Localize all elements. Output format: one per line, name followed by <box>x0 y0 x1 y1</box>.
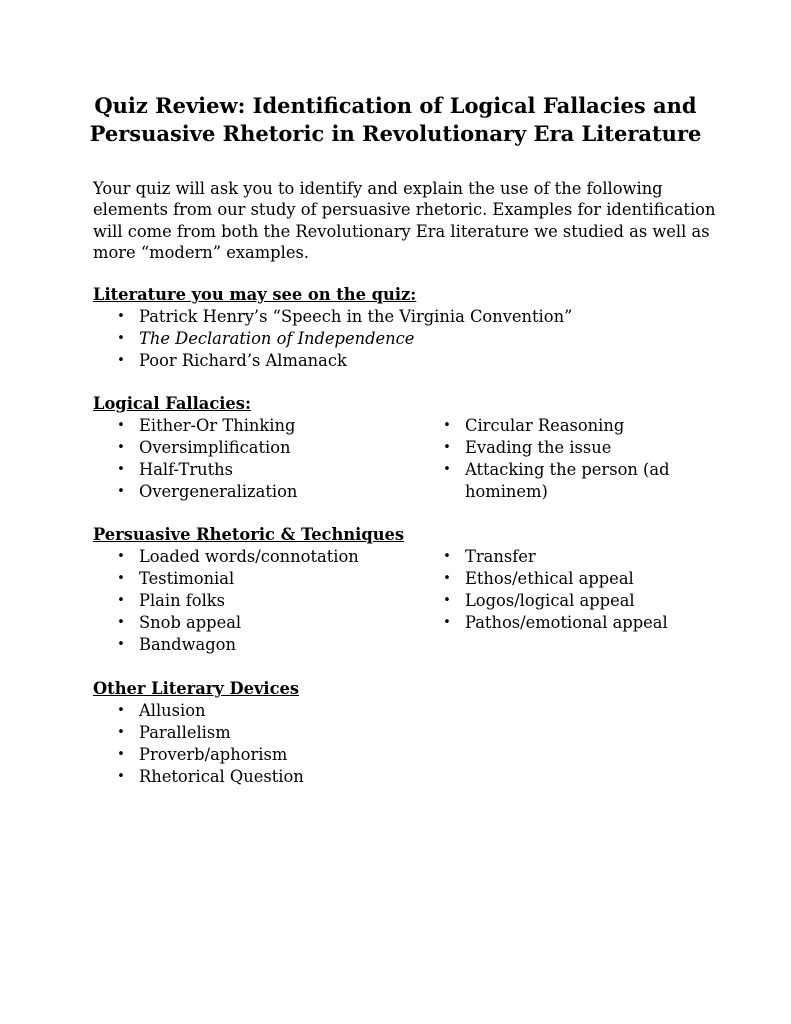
list-item: • Loaded words/connotation <box>93 546 359 568</box>
page-title <box>0 92 791 148</box>
list-item: • Poor Richard’s Almanack <box>93 350 572 372</box>
bullet-icon: • <box>117 593 125 608</box>
list-item: • Pathos/emotional appeal <box>419 612 668 634</box>
list-item: • Transfer <box>419 546 668 568</box>
list-item: • Ethos/ethical appeal <box>419 568 668 590</box>
bullet-icon: • <box>117 462 125 477</box>
fallacies-heading: Logical Fallacies: <box>93 394 251 413</box>
title-line-2: Persuasive Rhetoric in Revolutionary Era Literature <box>89 121 702 146</box>
intro-line: will come from both the Revolutionary Era literature we studied as well as <box>93 221 710 241</box>
devices-heading: Other Literary Devices <box>93 679 300 698</box>
bullet-icon: • <box>117 353 125 368</box>
list-item: • Rhetorical Question <box>93 766 304 788</box>
list-item: • Evading the issue <box>419 437 670 459</box>
bullet-icon: • <box>117 747 125 762</box>
fallacies-list-left <box>93 415 297 503</box>
list-item: • Logos/logical appeal <box>419 590 668 612</box>
list-item: • Bandwagon <box>93 634 359 656</box>
bullet-icon: • <box>443 615 451 630</box>
bullet-icon: • <box>117 637 125 652</box>
literature-heading: Literature you may see on the quiz: <box>93 285 417 304</box>
rhetoric-list-left <box>93 546 359 656</box>
list-item: • Patrick Henry’s “Speech in the Virginia Convention” <box>93 306 572 328</box>
devices-list <box>93 700 304 788</box>
rhetoric-heading: Persuasive Rhetoric & Techniques <box>93 525 405 544</box>
bullet-icon: • <box>117 615 125 630</box>
intro-line: elements from our study of persuasive rhetoric. Examples for identification <box>93 200 716 220</box>
list-item: • Overgeneralization <box>93 481 297 503</box>
bullet-icon: • <box>443 440 451 455</box>
bullet-icon: • <box>117 418 125 433</box>
list-item: • Oversimplification <box>93 437 297 459</box>
rhetoric-list-right <box>419 546 668 634</box>
bullet-icon: • <box>117 331 125 346</box>
intro-paragraph <box>93 178 716 264</box>
list-item: • Attacking the person (ad hominem) <box>419 459 670 503</box>
list-item: • Parallelism <box>93 722 304 744</box>
bullet-icon: • <box>443 571 451 586</box>
bullet-icon: • <box>443 418 451 433</box>
bullet-icon: • <box>117 309 125 324</box>
list-item: • Half-Truths <box>93 459 297 481</box>
list-item: • Proverb/aphorism <box>93 744 304 766</box>
bullet-icon: • <box>117 725 125 740</box>
intro-line: Your quiz will ask you to identify and explain the use of the following <box>93 179 663 198</box>
bullet-icon: • <box>443 593 451 608</box>
bullet-icon: • <box>117 484 125 499</box>
bullet-icon: • <box>443 462 451 477</box>
list-item: • Allusion <box>93 700 304 722</box>
list-item: • Plain folks <box>93 590 359 612</box>
list-item: • The Declaration of Independence <box>93 328 572 350</box>
list-item: • Circular Reasoning <box>419 415 670 437</box>
intro-line: more “modern” examples. <box>93 243 309 263</box>
literature-list <box>93 306 572 372</box>
bullet-icon: • <box>117 571 125 586</box>
list-item: • Either-Or Thinking <box>93 415 297 437</box>
bullet-icon: • <box>117 440 125 455</box>
list-item: • Testimonial <box>93 568 359 590</box>
title-line-1: Quiz Review: Identification of Logical Fallacies and <box>94 93 697 118</box>
bullet-icon: • <box>117 703 125 718</box>
list-item: • Snob appeal <box>93 612 359 634</box>
bullet-icon: • <box>117 769 125 784</box>
bullet-icon: • <box>443 549 451 564</box>
bullet-icon: • <box>117 549 125 564</box>
fallacies-list-right <box>419 415 670 503</box>
